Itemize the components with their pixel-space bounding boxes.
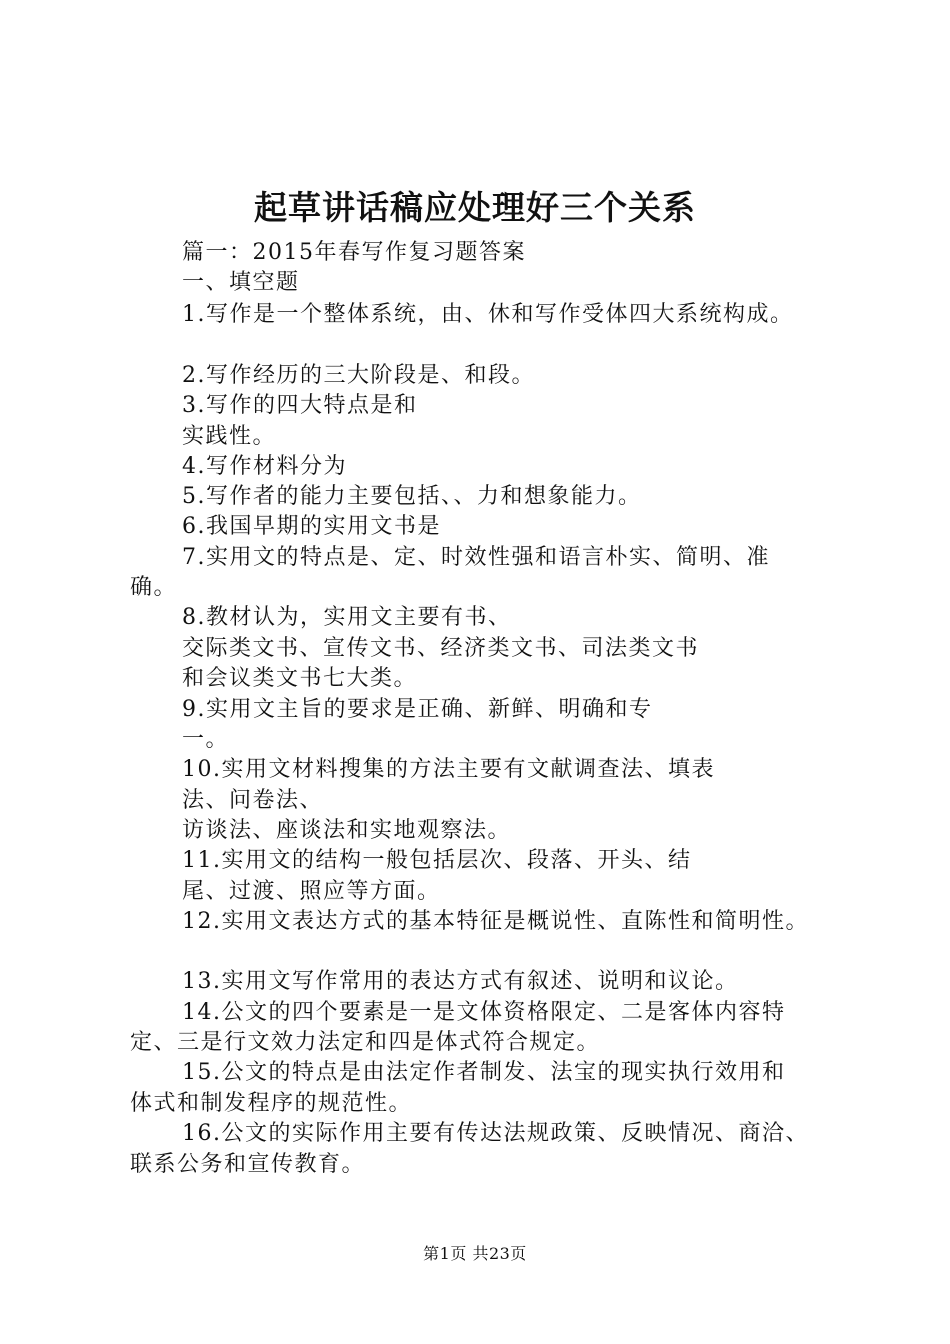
text-line-heading: 篇一：2015年春写作复习题答案 — [182, 240, 526, 265]
text-line: 1.写作是一个整体系统，由、休和写作受体四大系统构成。 — [182, 302, 794, 327]
text-line: 体式和制发程序的规范性。 — [130, 1091, 413, 1116]
text-line: 一。 — [182, 727, 230, 752]
text-line: 5.写作者的能力主要包括、、力和想象能力。 — [182, 484, 642, 509]
text-line: 实践性。 — [182, 424, 277, 449]
text-line: 4.写作材料分为 — [182, 454, 347, 479]
text-line: 定、三是行文效力法定和四是体式符合规定。 — [130, 1030, 601, 1055]
text-line: 尾、过渡、照应等方面。 — [182, 879, 441, 904]
text-line: 16.公文的实际作用主要有传达法规政策、反映情况、商洽、 — [182, 1121, 809, 1146]
text-line: 11.实用文的结构一般包括层次、段落、开头、结 — [182, 848, 692, 873]
text-line-section: 一、填空题 — [182, 270, 300, 295]
text-line: 联系公务和宣传教育。 — [130, 1152, 366, 1177]
text-line: 交际类文书、宣传文书、经济类文书、司法类文书 — [182, 636, 700, 661]
text-line: 9.实用文主旨的要求是正确、新鲜、明确和专 — [182, 697, 653, 722]
text-line: 访谈法、座谈法和实地观察法。 — [182, 818, 512, 843]
text-line: 2.写作经历的三大阶段是、和段。 — [182, 363, 535, 388]
text-line: 15.公文的特点是由法定作者制发、法宝的现实执行效用和 — [182, 1060, 786, 1085]
document-title: 起草讲话稿应处理好三个关系 — [254, 188, 696, 227]
text-line: 确。 — [130, 575, 178, 600]
text-line: 7.实用文的特点是、定、时效性强和语言朴实、简明、准 — [182, 545, 770, 570]
text-line: 12.实用文表达方式的基本特征是概说性、直陈性和简明性。 — [182, 909, 809, 934]
text-line: 8.教材认为，实用文主要有书、 — [182, 605, 512, 630]
text-line: 10.实用文材料搜集的方法主要有文献调查法、填表 — [182, 757, 715, 782]
text-line: 14.公文的四个要素是一是文体资格限定、二是客体内容特 — [182, 1000, 786, 1025]
text-line: 13.实用文写作常用的表达方式有叙述、说明和议论。 — [182, 969, 739, 994]
page-number-footer: 第1页 共23页 — [423, 1244, 527, 1263]
text-line: 6.我国早期的实用文书是 — [182, 514, 441, 539]
text-line: 3.写作的四大特点是和 — [182, 393, 418, 418]
text-line: 法、问卷法、 — [182, 788, 324, 813]
text-line: 和会议类文书七大类。 — [182, 666, 418, 691]
